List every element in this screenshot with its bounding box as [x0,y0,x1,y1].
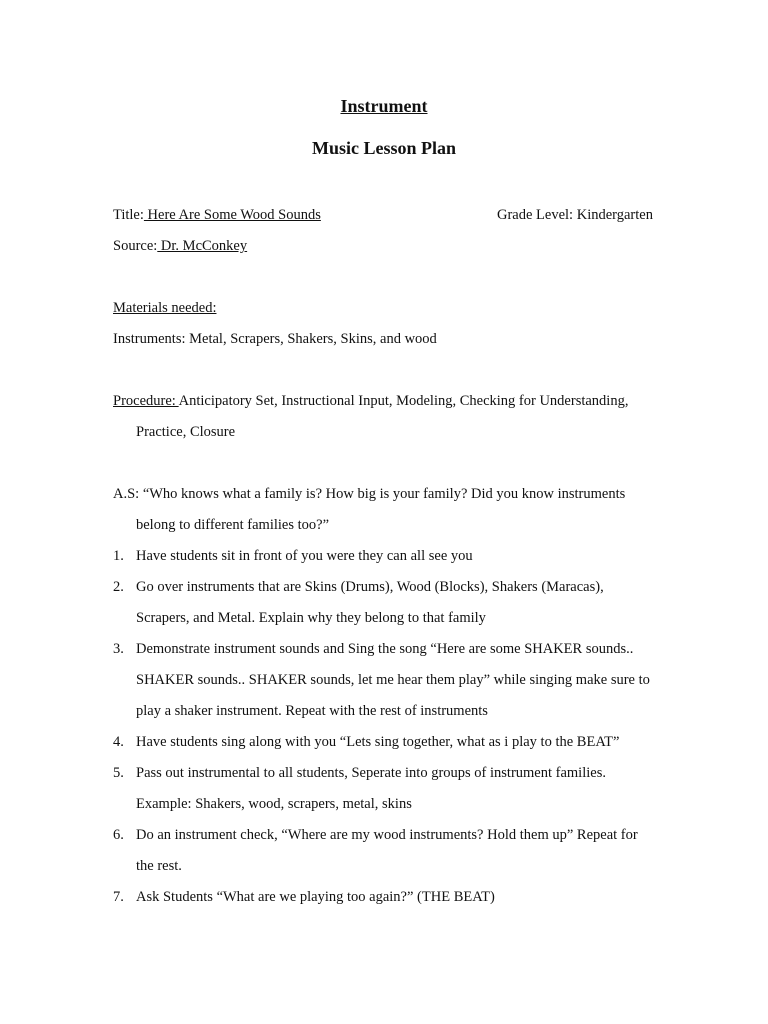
grade-label: Grade Level: [497,207,574,223]
step-3-line: Demonstrate instrument sounds and Sing the song “Here are some SHAKER sounds.. [136,641,634,657]
grade-line [497,206,653,224]
step-2-line: Go over instruments that are Skins (Drums), Wood (Blocks), Shakers (Maracas), [136,579,604,595]
title-line [113,206,321,224]
step-number: 7. [113,889,124,905]
step-6-line: Do an instrument check, “Where are my wood instruments? Hold them up” Repeat for [136,827,638,843]
source-label: Source: [113,238,158,254]
step-number: 3. [113,641,124,657]
anticipatory-set-continuation: belong to different families too?” [136,517,330,533]
step-7-line: Ask Students “What are we playing too again?” (THE BEAT) [136,889,495,905]
procedure-label: Procedure: [113,393,179,409]
procedure-line [113,392,628,410]
step-4-line: Have students sing along with you “Lets sing together, what as i play to the BEAT” [136,734,620,750]
document-subtitle: Music Lesson Plan [311,138,457,158]
source-value: Dr. McConkey [157,238,248,254]
step-number: 4. [113,734,124,750]
step-2-line: Scrapers, and Metal. Explain why they belong to that family [136,610,486,626]
anticipatory-set: A.S: “Who knows what a family is? How big is your family? Did you know instruments [113,486,626,502]
grade-value: Kindergarten [576,207,653,223]
lesson-title: Here Are Some Wood Sounds [143,207,321,223]
title-label: Title: [113,207,144,223]
step-5-line: Pass out instrumental to all students, Seperate into groups of instrument families. [136,765,606,781]
step-6-line: the rest. [136,858,182,874]
step-3-line: play a shaker instrument. Repeat with the rest of instruments [136,703,488,719]
document-title: Instrument [340,96,428,116]
step-5-line: Example: Shakers, wood, scrapers, metal, skins [136,796,412,812]
step-number: 1. [113,548,124,564]
materials-instruments: Instruments: Metal, Scrapers, Shakers, Skins, and wood [113,331,437,347]
materials-heading: Materials needed: [113,300,217,316]
source-line [113,237,247,255]
step-1-line: Have students sit in front of you were they can all see you [136,548,473,564]
step-3-line: SHAKER sounds.. SHAKER sounds, let me hear them play” while singing make sure to [136,672,650,688]
step-number: 5. [113,765,124,781]
step-number: 2. [113,579,124,595]
step-number: 6. [113,827,124,843]
procedure-continuation: Practice, Closure [136,424,236,440]
procedure-text: Anticipatory Set, Instructional Input, Modeling, Checking for Understanding, [178,393,629,409]
